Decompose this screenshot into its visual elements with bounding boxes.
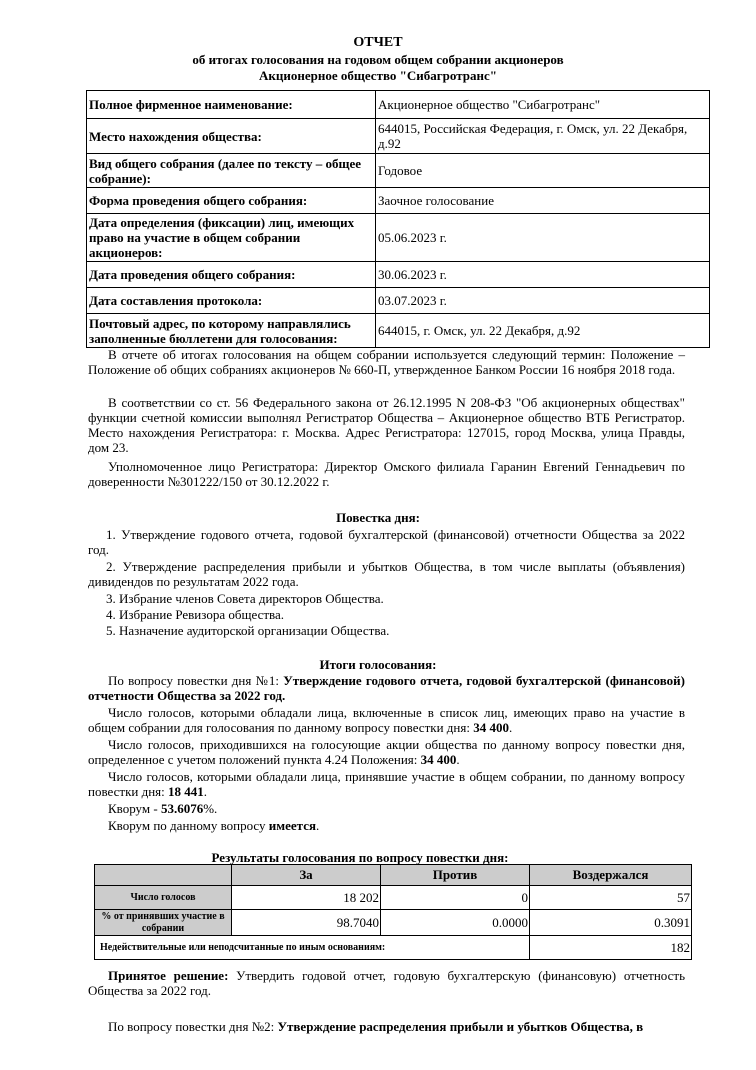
info-value: 644015, Российская Федерация, г. Омск, ул. 22 Декабря, д.92 (376, 119, 710, 154)
votes-for: 18 202 (232, 886, 381, 910)
votes-adjusted-value: 34 400 (420, 752, 457, 767)
votes-participated-paragraph: Число голосов, которыми обладали лица, принявшие участие в общем собрании, по данному вопросу повестки дня: 18 441. (88, 769, 685, 799)
info-value: Годовое (376, 154, 710, 188)
quorum-status: имеется (268, 818, 317, 833)
quorum-pct: %. (203, 801, 218, 816)
results-table-heading: Результаты голосования по вопросу повестки дня: (211, 850, 509, 865)
term-paragraph: В отчете об итогах голосования на общем собрании используется следующий термин: Положение – Положение об общих собраниях акционеров № 660-П, утвержденное Банком России 16 ноября 2018 года. (88, 347, 685, 377)
agenda-item-3: 3. Избрание членов Совета директоров Общества. (106, 591, 384, 606)
quorum-value: 53.6076 (160, 801, 204, 816)
table-row (87, 188, 710, 214)
table-row (87, 262, 710, 288)
table-row (95, 910, 692, 936)
row-label-votes: Число голосов (95, 886, 232, 910)
authorized-person-paragraph: Уполномоченное лицо Регистратора: Директор Омского филиала Гаранин Евгений Геннадьевич по доверенности №301222/150 от 30.12.2022 г. (88, 459, 685, 489)
agenda-item-1: 1. Утверждение годового отчета, годовой бухгалтерской (финансовой) отчетности Общества за 2022 год. (88, 527, 685, 557)
table-row (87, 154, 710, 188)
law-paragraph: В соответствии со ст. 56 Федерального закона от 26.12.1995 N 208-ФЗ "Об акционерных обществах" функции счетной комиссии выполнял Регистратор Общества – Акционерное общество ВТБ Регистратор. Место нахождения Регистратора: г. Москва. Адрес Регистратора: 127015, город Москва, улица Правды, дом 23. (88, 395, 685, 455)
row-label-percent: % от принявших участие в собрании (95, 910, 232, 936)
votes-adjusted-text: Число голосов, приходившихся на голосующие акции общества по данному вопросу повестки дня, определенное с учетом положений пункта 4.24 Положения: (88, 737, 685, 767)
votes-participated-value: 18 441 (168, 784, 204, 799)
question-prefix: По вопросу повестки дня №2: (108, 1019, 278, 1034)
col-header-against: Против (381, 865, 530, 886)
table-row (87, 119, 710, 154)
question-title: Утверждение годового отчета, годовой бухгалтерской (финансовой) отчетности Общества за 2022 год (88, 673, 685, 703)
table-row (87, 288, 710, 314)
invalid-value: 182 (530, 936, 692, 960)
agenda-item-4: 4. Избрание Ревизора общества. (106, 607, 285, 622)
decision-label: Принятое решение: (108, 968, 229, 983)
agenda-heading: Повестка дня: (336, 510, 420, 525)
report-subtitle: об итогах голосования на годовом общем собрании акционеров (192, 52, 564, 67)
percent-for: 98.7040 (232, 910, 381, 936)
votes-abstain: 57 (530, 886, 692, 910)
question-prefix: По вопросу повестки дня №1: (108, 673, 284, 688)
table-row (87, 91, 710, 119)
results-table (94, 864, 692, 960)
votes-adjusted-paragraph: Число голосов, приходившихся на голосующие акции общества по данному вопросу повестки дня, определенное с учетом положений пункта 4.24 Положения: 34 400. (88, 737, 685, 767)
quorum-label: Кворум - (108, 801, 161, 816)
table-corner (95, 865, 232, 886)
info-key: Почтовый адрес, по которому направлялись заполненные бюллетени для голосования: (87, 314, 376, 348)
table-row (95, 936, 692, 960)
question-title: Утверждение распределения прибыли и убытков Общества, в (277, 1019, 644, 1034)
agenda-item-2: 2. Утверждение распределения прибыли и убытков Общества, в том числе выплаты (объявления) дивидендов по результатам 2022 года. (88, 559, 685, 589)
question-2-paragraph (88, 1019, 685, 1034)
col-header-for: За (232, 865, 381, 886)
info-key: Дата определения (фиксации) лиц, имеющих право на участие в общем собрании акционеров: (87, 214, 376, 262)
votes-total-text: Число голосов, которыми обладали лица, включенные в список лиц, имеющих право на участие в общем собрании для голосования по данному вопросу повестки дня: (88, 705, 685, 735)
table-row (95, 865, 692, 886)
invalid-label: Недействительные или неподсчитанные по иным основаниям: (95, 936, 530, 960)
table-row (87, 214, 710, 262)
quorum-status-line: Кворум по данному вопросу имеется. (108, 818, 320, 833)
results-heading: Итоги голосования: (319, 657, 437, 672)
info-key: Дата составления протокола: (87, 288, 376, 314)
info-key: Дата проведения общего собрания: (87, 262, 376, 288)
votes-against: 0 (381, 886, 530, 910)
info-key: Вид общего собрания (далее по тексту – общее собрание): (87, 154, 376, 188)
info-value: 644015, г. Омск, ул. 22 Декабря, д.92 (376, 314, 710, 348)
info-value: 30.06.2023 г. (376, 262, 710, 288)
info-key: Место нахождения общества: (87, 119, 376, 154)
col-header-abstain: Воздержался (530, 865, 692, 886)
info-value: 03.07.2023 г. (376, 288, 710, 314)
decision-paragraph (88, 968, 685, 998)
company-name: Акционерное общество "Сибагротранс" (259, 68, 497, 83)
table-row (87, 314, 710, 348)
percent-against: 0.0000 (381, 910, 530, 936)
info-table (86, 90, 710, 348)
question-1-paragraph (88, 673, 685, 703)
info-value: 05.06.2023 г. (376, 214, 710, 262)
info-key: Форма проведения общего собрания: (87, 188, 376, 214)
quorum-line (88, 801, 685, 816)
agenda-item-5: 5. Назначение аудиторской организации Общества. (106, 623, 390, 638)
table-row (95, 886, 692, 910)
decision-text: Утвердить годовой отчет, годовую бухгалтерскую (финансовую) отчетность Общества за 2022 год. (88, 968, 685, 998)
votes-total-paragraph: Число голосов, которыми обладали лица, включенные в список лиц, имеющих право на участие в общем собрании для голосования по данному вопросу повестки дня: 34 400. (88, 705, 685, 735)
votes-participated-text: Число голосов, которыми обладали лица, принявшие участие в общем собрании, по данному вопросу повестки дня: (88, 769, 685, 799)
info-key: Полное фирменное наименование: (87, 91, 376, 119)
percent-abstain: 0.3091 (530, 910, 692, 936)
quorum-status-text: Кворум по данному вопросу (108, 818, 269, 833)
question-dot: . (282, 688, 286, 703)
votes-total-value: 34 400 (473, 720, 509, 735)
info-value: Акционерное общество "Сибагротранс" (376, 91, 710, 119)
info-value: Заочное голосование (376, 188, 710, 214)
report-title: ОТЧЕТ (353, 35, 403, 50)
